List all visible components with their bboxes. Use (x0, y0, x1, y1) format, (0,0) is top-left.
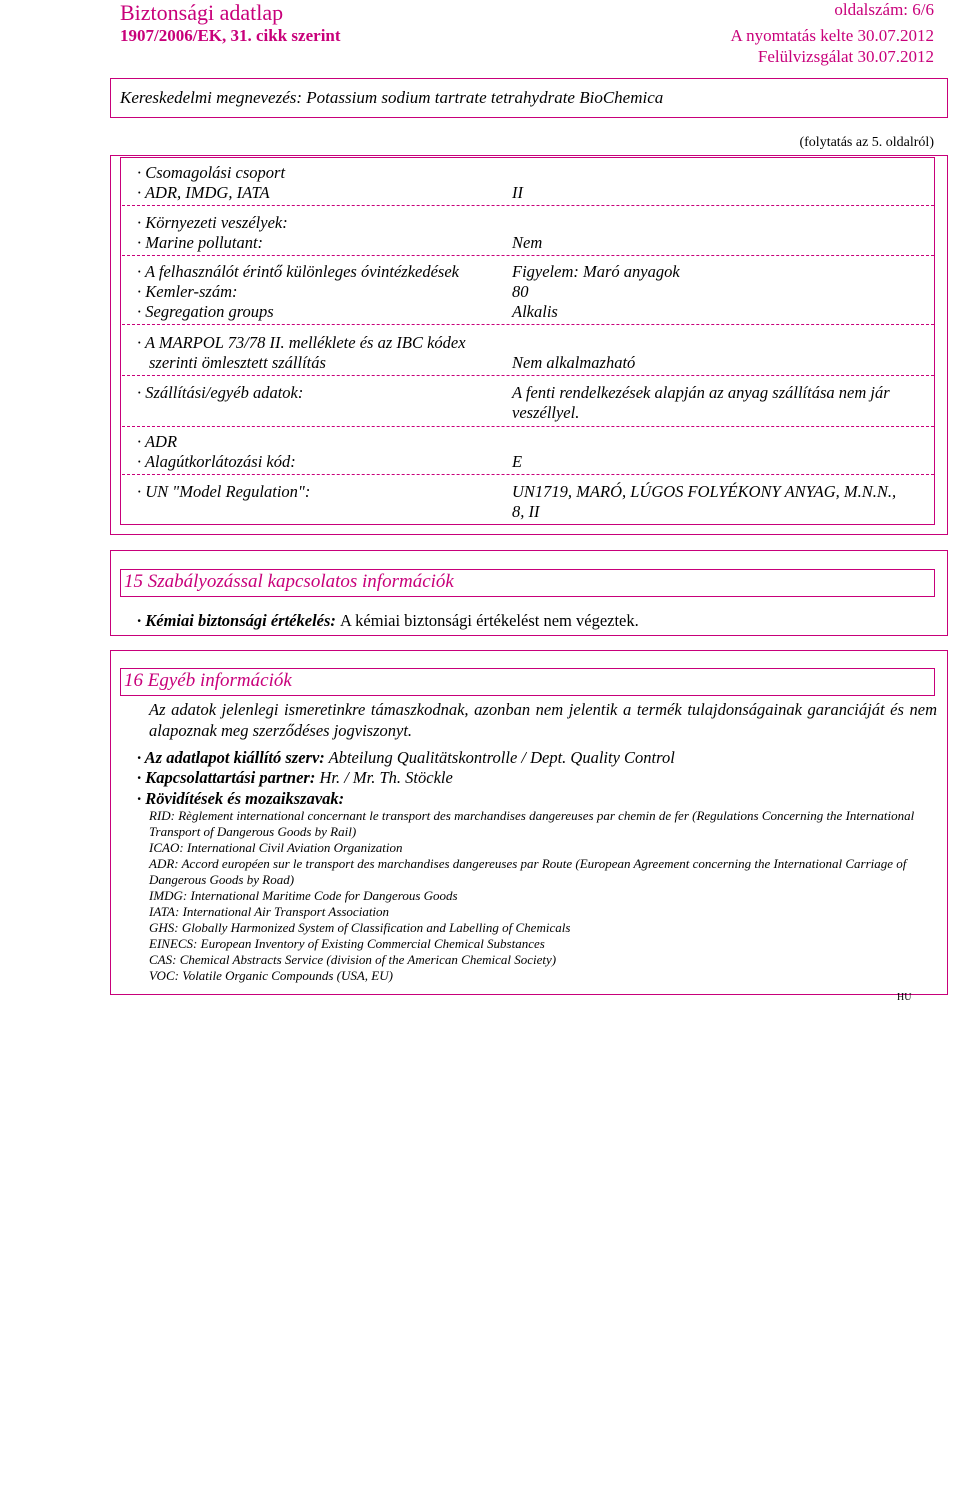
issuer-label: · Az adatlapot kiállító szerv: (137, 748, 325, 767)
abbreviations-label: · Rövidítések és mozaikszavak: (137, 789, 345, 808)
issuer-value: Abteilung Qualitätskontrolle / Dept. Quality Control (328, 748, 675, 767)
segregation-label: · Segregation groups (137, 302, 274, 321)
abbreviation-item: EINECS: European Inventory of Existing Commercial Chemical Substances (149, 936, 545, 951)
divider (122, 474, 934, 475)
transport-other-label: · Szállítási/egyéb adatok: (137, 383, 304, 402)
kemler-label: · Kemler-szám: (137, 282, 238, 301)
marpol-label-line2: szerinti ömlesztett szállítás (149, 353, 326, 372)
divider (122, 324, 934, 325)
adr-label: · ADR (137, 432, 178, 451)
abbreviation-item: ADR: Accord européen sur le transport des marchandises dangereuses par Route (European Agreement concerning the International Carriage of Dangerous Goods by Road) (149, 856, 907, 887)
tunnel-code-value: E (512, 452, 523, 471)
divider (122, 255, 934, 256)
section-15-header (120, 569, 935, 597)
transport-other-value-line2: veszéllyel. (512, 403, 580, 422)
marine-pollutant-label: · Marine pollutant: (137, 233, 264, 252)
un-model-label: · UN "Model Regulation": (137, 482, 311, 501)
regulation-reference: 1907/2006/EK, 31. cikk szerint (120, 26, 341, 45)
environmental-hazards-label: · Környezeti veszélyek: (137, 213, 288, 232)
abbreviation-item: CAS: Chemical Abstracts Service (division of the American Chemical Society) (149, 952, 557, 967)
document-title: Biztonsági adatlap (120, 0, 284, 25)
kemler-value: 80 (512, 282, 529, 301)
csa-label: · Kémiai biztonsági értékelés: (137, 611, 336, 630)
issuer-row (137, 748, 675, 768)
divider (122, 375, 934, 376)
contact-label: · Kapcsolattartási partner: (137, 768, 316, 787)
csa-value: A kémiai biztonsági értékelést nem végeztek. (340, 611, 639, 630)
marine-pollutant-value: Nem (512, 233, 543, 252)
contact-row (137, 768, 453, 788)
abbreviation-item: RID: Règlement international concernant le transport des marchandises dangereuses par chemin de fer (Regulations Concerning the International Transport of Dangerous Goods by Rail) (149, 808, 915, 839)
abbreviation-item: IATA: International Air Transport Association (149, 904, 390, 919)
divider (122, 426, 934, 427)
contact-value: Hr. / Mr. Th. Stöckle (319, 768, 453, 787)
page-number: oldalszám: 6/6 (834, 0, 934, 19)
abbreviation-item: VOC: Volatile Organic Compounds (USA, EU) (149, 968, 393, 983)
packing-group-value: II (512, 183, 523, 202)
revision-date: Felülvizsgálat 30.07.2012 (757, 47, 934, 66)
print-date: A nyomtatás kelte 30.07.2012 (730, 26, 934, 45)
divider (122, 205, 934, 206)
disclaimer-text: Az adatok jelenlegi ismeretinkre támaszkodnak, azonban nem jelentik a termék tulajdonságainak garanciáját és nem alapoznak meg szerződéses jogviszonyt. (149, 700, 937, 740)
csa-row (137, 611, 639, 631)
tunnel-code-label: · Alagútkorlátozási kód: (137, 452, 296, 471)
un-model-value-line1: UN1719, MARÓ, LÚGOS FOLYÉKONY ANYAG, M.N.N., (512, 482, 897, 501)
transport-other-value-line1: A fenti rendelkezések alapján az anyag szállítása nem jár (512, 383, 890, 402)
abbreviation-item: ICAO: International Civil Aviation Organization (149, 840, 403, 855)
section-16-header (120, 668, 935, 696)
abbreviations-list (149, 808, 937, 984)
language-code: HU (897, 992, 912, 1003)
continuation-note: (folytatás az 5. oldalról) (799, 135, 934, 150)
abbreviation-item: IMDG: International Maritime Code for Dangerous Goods (149, 888, 458, 903)
marpol-label-line1: · A MARPOL 73/78 II. melléklete és az IBC kódex (137, 333, 466, 352)
section-15-title: 15 Szabályozással kapcsolatos információk (124, 571, 454, 592)
special-precautions-value: Figyelem: Maró anyagok (512, 262, 680, 281)
un-model-value-line2: 8, II (512, 502, 540, 521)
trade-name: Kereskedelmi megnevezés: Potassium sodium tartrate tetrahydrate BioChemica (120, 88, 664, 107)
special-precautions-label: · A felhasználót érintő különleges óvintézkedések (137, 262, 459, 281)
adr-imdg-iata-label: · ADR, IMDG, IATA (137, 183, 270, 202)
packing-group-label: · Csomagolási csoport (137, 163, 286, 182)
abbreviation-item: GHS: Globally Harmonized System of Classification and Labelling of Chemicals (149, 920, 571, 935)
marpol-value: Nem alkalmazható (512, 353, 636, 372)
section-16-title: 16 Egyéb információk (124, 670, 292, 691)
segregation-value: Alkalis (512, 302, 558, 321)
